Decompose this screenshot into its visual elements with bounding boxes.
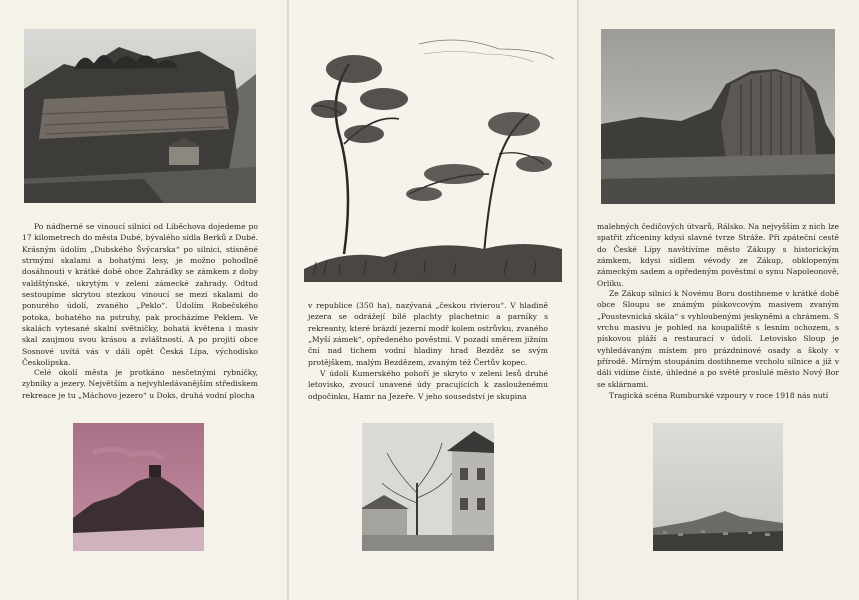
pine-trees-drawing (304, 24, 562, 282)
rock-castle-photo (24, 29, 256, 203)
right-paragraph-3: Tragická scéna Rumburské vzpoury v roce 1918 nás nutí (609, 391, 829, 400)
landscape-hill-photo (653, 423, 783, 551)
left-paragraph-2: Celé okolí města je protkáno nesčetnými rybníčky, zybníky a jezery. Největším a nejvyhledávanějším střediskem rekreace je tu „Máchovo jezero“ u Doks, druhá vodní plocha (22, 368, 258, 400)
left-paragraph-1: Po nádherné se vinoucí silnici od Liběchova dojedeme po 17 kilometrech do města Dubé, bývalého sídla Berků z Dubé. Krásným údolím „Dubského Švýcarska“ po silnici, stísněné strmými skalami a bohatými lesy, je možno pohodlně dosáhnouti v krátké době obce Zahrádky se zámkem z doby valdštýnské, ukrytým v zeleni zámecké zahrady. Odtud sestoupíme skrytou stezkou vinoucí se mezi skalami do ponurého údolí, zvaného „Peklo“. Údolím Robečského potoka, bohatého na pstruhy, pak procházíme Peklem. Ve skalách vytesané skalní světničky, bohatá květena i masiv skal zaujmou svou krásou a zvláštností. A po projití obce Sosnové uvítá vás v dáli opět Česká Lípa, východisko Českolipska. (22, 222, 258, 368)
fold-line-left (287, 0, 289, 600)
panel-left (0, 0, 288, 600)
middle-paragraph-1: v republice (350 ha), nazývaná „českou rivierou“. V hladině jezera se odrážejí bílé plachty plachetnic a parníky s rekreanty, které brázdí jezerní modř kolem ostrůvku, zvaného „Myší zámek“, opředeného pověstmi. V pozadí směrem jižním ční nad tichem vodní hladiny hrad Bezděz se svým protějškem, malým Bezdězem, zvaným též Čertův kopec. (308, 301, 548, 367)
middle-paragraph-2: V údolí Kumerského pohoří je skryto v zeleni lesů druhé letovisko, zvoucí unavené údy pracujících k zaslouženému odpočinku, Hamr na Jezeře. V jeho sousedství je skupina (308, 369, 548, 401)
panel-middle (288, 0, 577, 600)
village-street-photo (362, 423, 494, 551)
fold-line-right (577, 0, 579, 600)
right-paragraph-2: Ze Zákup silnicí k Novému Boru dostihneme v krátké době obce Sloupu se známým pískovcovým masivem zvaným „Poustevnická skála“ s vyhloubenými jeskyněmi a chrámem. S vrchu masivu je pohled na koupaliště s lesním ochozem, s pískovou pláží a restaurací v údolí. Letovisko Sloup je vyhledávaným místem pro prázdninové osady a školy v přírodě. Mírným stoupáním dostihneme vrcholu silnice a již v dáli vidíme čisté, úhledné a po světě proslulé město Nový Bor se sklárnami. (597, 289, 839, 389)
panel-right (577, 0, 859, 600)
right-paragraph-1: malebných čedičových útvarů, Rálsko. Na nejvyšším z nich lze spatřit zříceniny kdysi slavné tvrze Stráže. Při zpáteční cestě do České Lípy navštívíme město Zákupy s historickým zámkem, kdysi sídlem vévody ze Zákup, obklopeným zámeckým sadem a opředeným pověstmi o synu Napoleonově, Orlíku. (597, 222, 839, 288)
basalt-rock-photo (601, 29, 835, 204)
hill-castle-photo (73, 423, 204, 551)
